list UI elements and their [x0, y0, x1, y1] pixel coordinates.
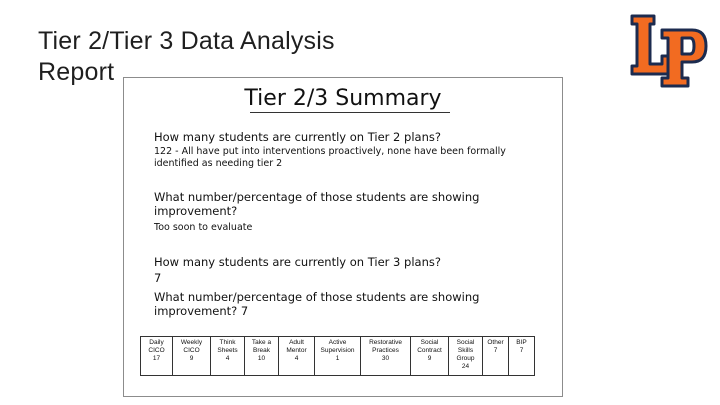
- interventions-table: [140, 336, 535, 376]
- heading-underline: [250, 112, 450, 113]
- table-cell: Daily CICO 17: [141, 337, 173, 376]
- table-cell: Restorative Practices 30: [361, 337, 411, 376]
- slide-title: Tier 2/Tier 3 Data Analysis Report: [38, 27, 335, 86]
- table-cell: Social Contract 9: [411, 337, 449, 376]
- question-tier3-improvement: What number/percentage of those students are showing improvement? 7: [154, 290, 480, 318]
- logo-letter-l: [632, 16, 670, 74]
- table-cell: BIP 7: [509, 337, 535, 376]
- summary-document-image: [123, 77, 563, 397]
- table-cell: Take a Break 10: [245, 337, 279, 376]
- answer-tier3-count: 7: [154, 271, 162, 285]
- question-tier3-count: How many students are currently on Tier 3 plans?: [154, 255, 441, 269]
- table-cell: Social Skills Group 24: [449, 337, 483, 376]
- answer-tier2-count: 122 - All have put into interventions proactively, none have been formally identified as needing tier 2: [154, 146, 506, 169]
- table-cell: Weekly CICO 9: [173, 337, 211, 376]
- table-cell: Think Sheets 4: [211, 337, 245, 376]
- document-heading: Tier 2/3 Summary: [244, 86, 442, 111]
- school-logo: [628, 12, 710, 90]
- question-tier2-improvement: What number/percentage of those students are showing improvement?: [154, 190, 480, 218]
- logo-letter-p: [662, 30, 706, 86]
- table-cell: Adult Mentor 4: [279, 337, 315, 376]
- table-cell: Other 7: [483, 337, 509, 376]
- table-cell: Active Supervision 1: [315, 337, 361, 376]
- answer-tier2-improvement: Too soon to evaluate: [154, 222, 253, 233]
- table-row: [141, 337, 535, 376]
- question-tier2-count: How many students are currently on Tier 2 plans?: [154, 130, 441, 144]
